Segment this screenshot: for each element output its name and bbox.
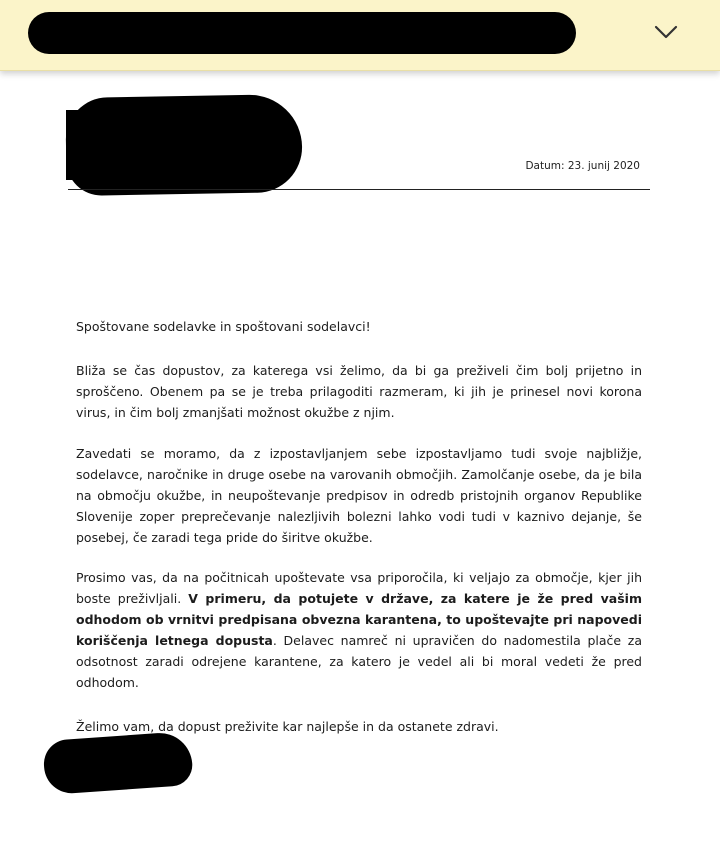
chevron-down-icon[interactable]: [650, 18, 682, 46]
header-divider: [68, 189, 650, 190]
redacted-signature: [42, 731, 193, 795]
paragraph-1: Bliža se čas dopustov, za katerega vsi želimo, da bi ga preživeli čim bolj prijetno in sproščeno. Obenem pa se je treba prilagoditi razmeram, ki jih je prinesel novi korona virus, in čim bolj zmanjšati možnost okužbe z njim.: [76, 363, 642, 420]
paragraph-3-bold: V primeru, da potujete v države, za katere je že pred vašim odhodom ob vrnitvi predpisana obvezna karantena, to upoštevajte pri napovedi koriščenja letnega dopusta: [76, 591, 642, 648]
letter-closing: Želimo vam, da dopust preživite kar najlepše in da ostanete zdravi.: [76, 719, 499, 734]
redacted-logo: [65, 94, 303, 196]
paragraph-3-intro: Prosimo vas, da na počitnicah upoštevate vsa priporočila, ki veljajo za območje, kjer jih boste preživljali.: [76, 570, 642, 606]
redacted-logo-edge: [66, 110, 90, 180]
top-bar: [0, 0, 720, 71]
letter-date: Datum: 23. junij 2020: [525, 160, 640, 172]
paragraph-2: Zavedati se moramo, da z izpostavljanjem sebe izpostavljamo tudi svoje najbližje, sodelavce, naročnike in druge osebe na varovanih območjih. Zamolčanje osebe, da je bila na območju okužbe, in neupoštevanje predpisov in odredb pristojnih organov Republike Slovenije zoper preprečevanje nalezljivih bolezni lahko vodi tudi v kaznivo dejanje, še posebej, če zaradi tega pride do širitve okužbe.: [76, 446, 642, 545]
paragraph-3-end: . Delavec namreč ni upravičen do nadomestila plače za odsotnost zaradi odrejene karantene, za katero je vedel ali bi moral vedeti že pred odhodom.: [76, 633, 642, 690]
letter-greeting: Spoštovane sodelavke in spoštovani sodelavci!: [76, 319, 371, 334]
redacted-title: [28, 12, 576, 54]
paragraph-3: [76, 567, 642, 693]
letter-body: [76, 316, 642, 737]
